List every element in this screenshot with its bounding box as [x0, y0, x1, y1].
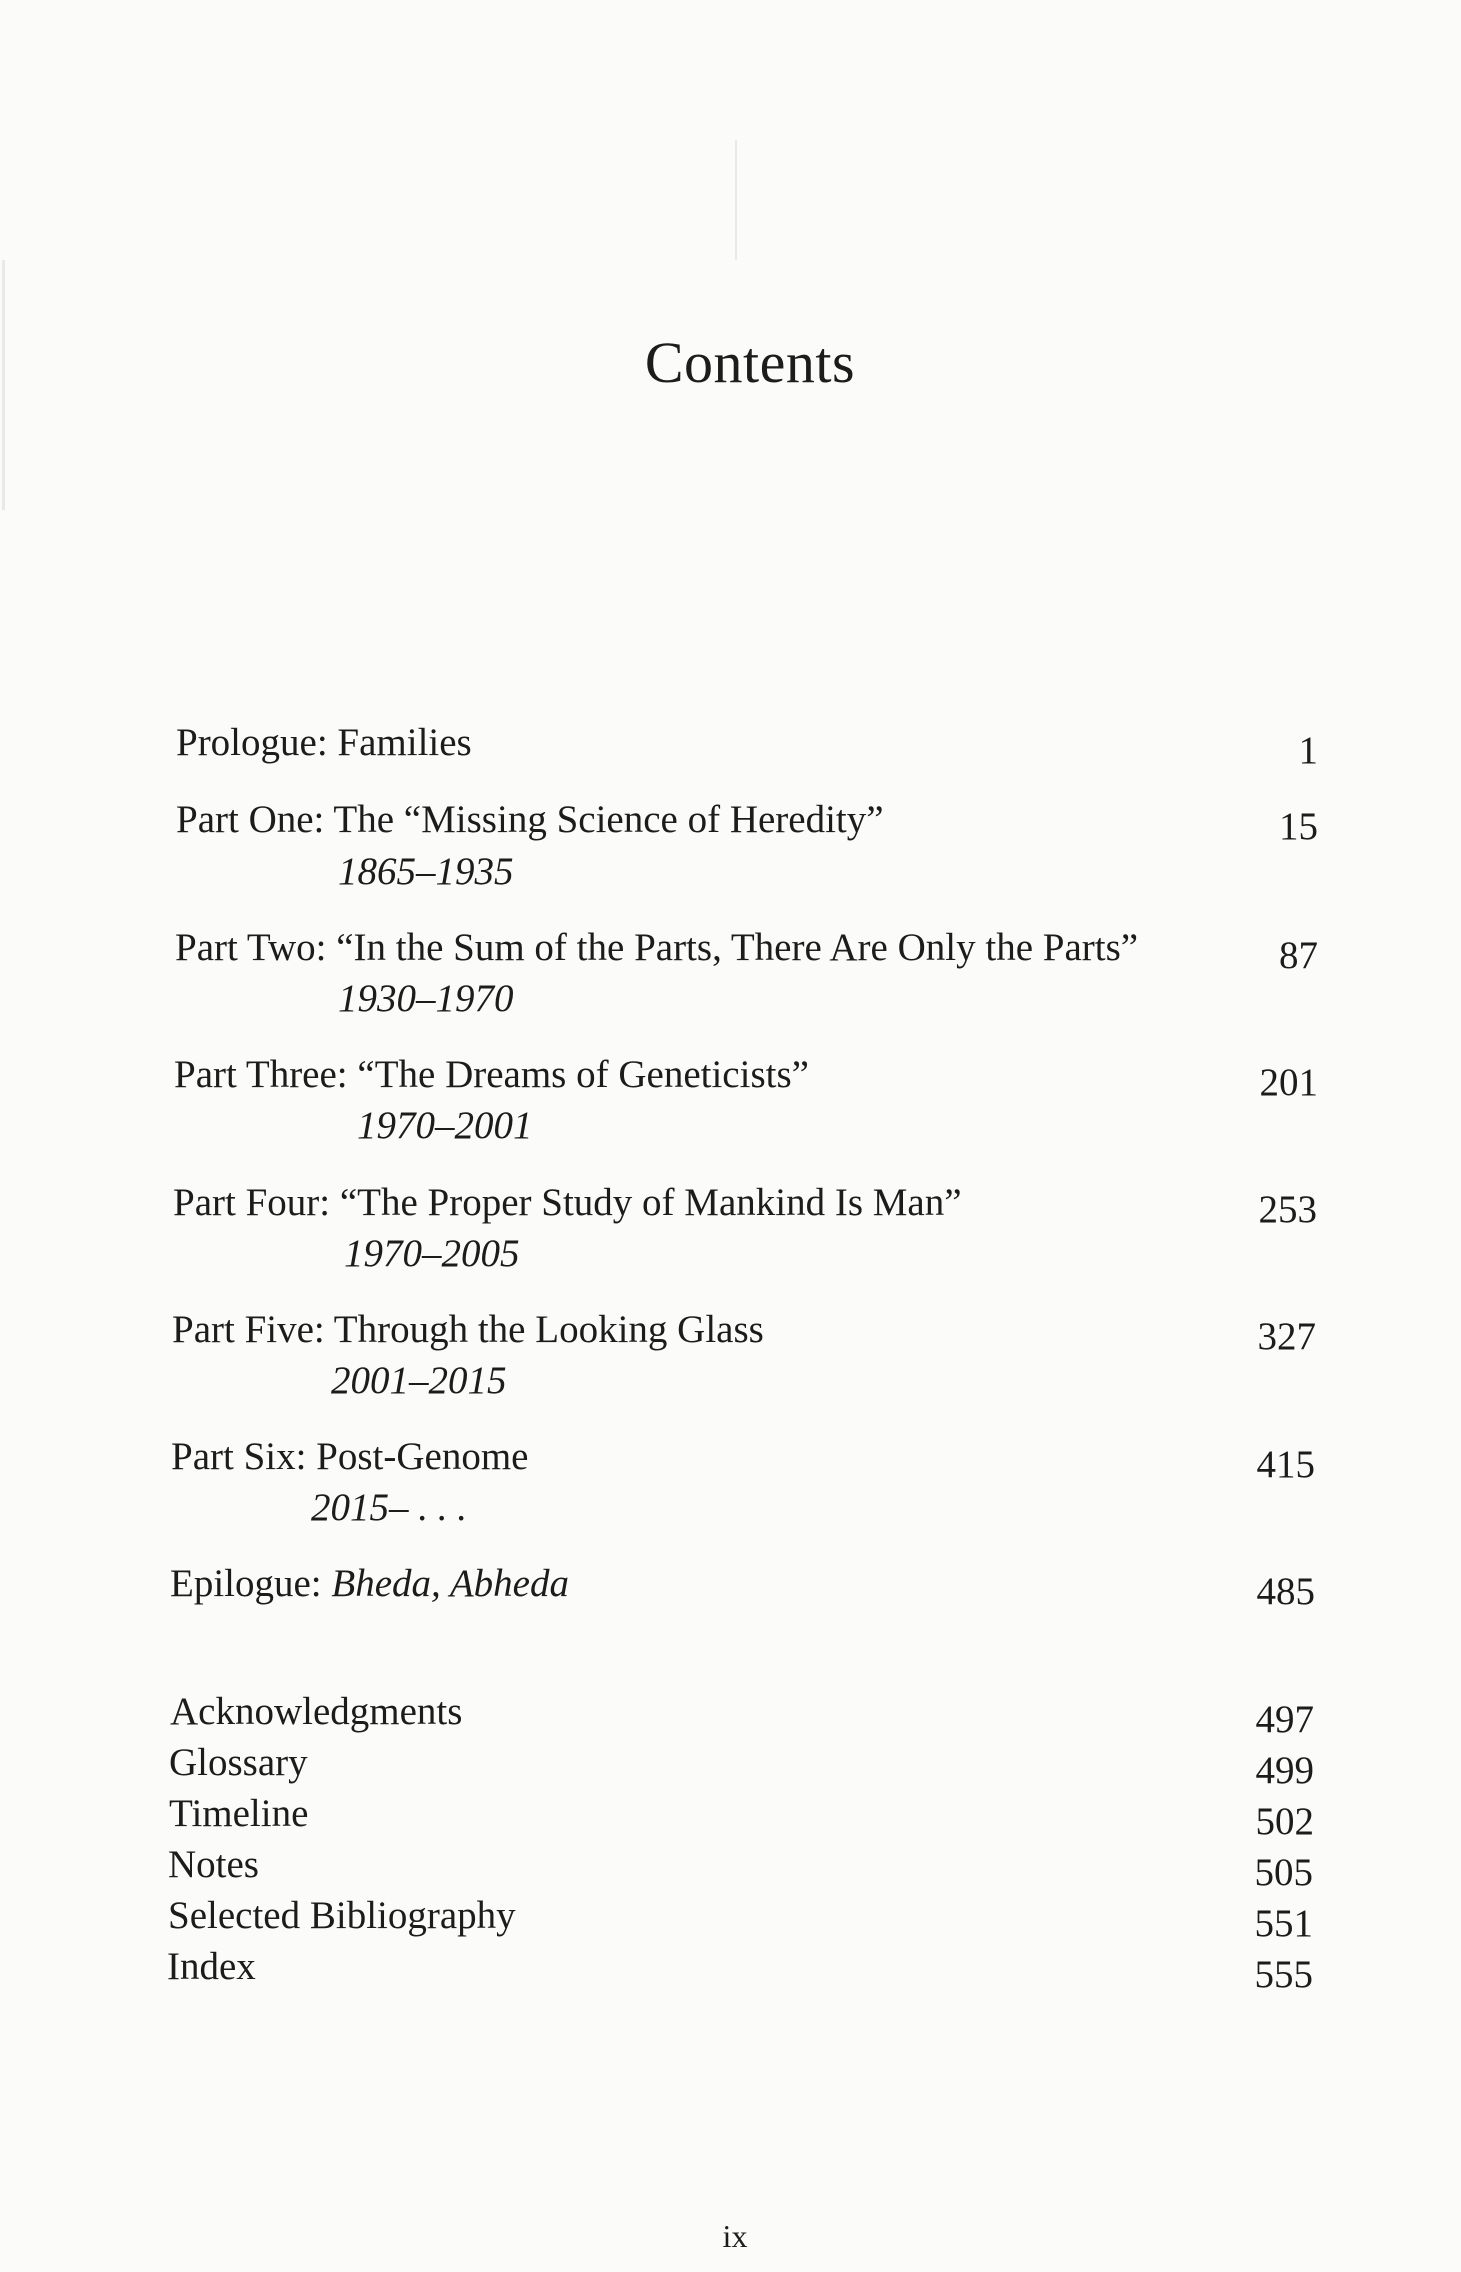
toc-entry-part-two-title[interactable]: Part Two: “In the Sum of the Parts, There Are Only the Parts”: [175, 926, 1139, 969]
toc-entry-part-five-page[interactable]: 327: [1257, 1315, 1316, 1358]
back-matter-glossary-title[interactable]: Glossary: [169, 1741, 308, 1784]
back-matter-index-page[interactable]: 555: [1254, 1953, 1313, 1996]
back-matter-timeline-title[interactable]: Timeline: [169, 1792, 309, 1835]
back-matter-acknowledgments-page[interactable]: 497: [1255, 1698, 1314, 1741]
toc-entry-part-one-page[interactable]: 15: [1279, 805, 1318, 848]
toc-entry-epilogue-title[interactable]: [170, 1564, 569, 1603]
toc-entry-part-five-dates: 2001–2015: [331, 1359, 507, 1402]
toc-entry-part-one-dates: 1865–1935: [338, 850, 514, 893]
toc-entry-part-three-title[interactable]: Part Three: “The Dreams of Geneticists”: [174, 1053, 809, 1096]
back-matter-glossary-page[interactable]: 499: [1255, 1749, 1314, 1792]
toc-entry-part-three-page[interactable]: 201: [1259, 1061, 1318, 1104]
toc-entry-part-two-page[interactable]: 87: [1279, 934, 1318, 977]
toc-entry-part-three-dates: 1970–2001: [357, 1104, 533, 1147]
toc-entry-epilogue-prefix: Epilogue:: [170, 1562, 332, 1605]
page-title: Contents: [644, 329, 856, 395]
toc-entry-part-four-page[interactable]: 253: [1258, 1188, 1317, 1231]
toc-entry-part-four-title[interactable]: Part Four: “The Proper Study of Mankind Is Man”: [173, 1181, 962, 1224]
back-matter-bibliography-title[interactable]: Selected Bibliography: [168, 1894, 516, 1937]
toc-entry-part-six-title[interactable]: Part Six: Post-Genome: [171, 1435, 529, 1478]
toc-entry-part-six-page[interactable]: 415: [1256, 1443, 1315, 1486]
back-matter-notes-title[interactable]: Notes: [168, 1843, 259, 1886]
toc-entry-epilogue-italic-title: Bheda, Abheda: [331, 1562, 569, 1605]
toc-entry-part-six-dates: 2015– . . .: [311, 1486, 467, 1529]
toc-entry-part-two-dates: 1930–1970: [338, 977, 514, 1020]
back-matter-acknowledgments-title[interactable]: Acknowledgments: [170, 1690, 463, 1733]
toc-entry-prologue-page[interactable]: 1: [1298, 729, 1318, 772]
back-matter-bibliography-page[interactable]: 551: [1254, 1902, 1313, 1945]
back-matter-index-title[interactable]: Index: [167, 1945, 256, 1988]
back-matter-notes-page[interactable]: 505: [1254, 1851, 1313, 1894]
toc-entry-part-one-title[interactable]: Part One: The “Missing Science of Heredity”: [176, 798, 884, 841]
toc-entry-part-five-title[interactable]: Part Five: Through the Looking Glass: [172, 1308, 764, 1351]
toc-entry-epilogue-page[interactable]: 485: [1256, 1570, 1315, 1613]
toc-entry-prologue-title[interactable]: Prologue: Families: [176, 721, 472, 764]
toc-entry-part-four-dates: 1970–2005: [344, 1232, 520, 1275]
page-number: ix: [722, 2218, 748, 2254]
back-matter-timeline-page[interactable]: 502: [1255, 1800, 1314, 1843]
